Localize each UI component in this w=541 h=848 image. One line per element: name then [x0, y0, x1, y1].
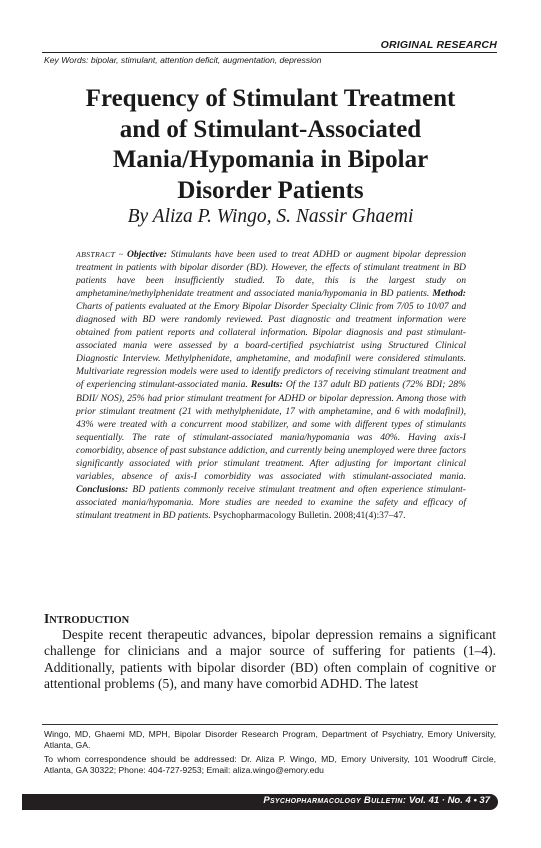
heading-rest: NTRODUCTION — [49, 615, 130, 626]
method-label: Method: — [432, 288, 466, 300]
header-rule — [42, 52, 497, 53]
footnotes — [44, 729, 496, 779]
keywords — [44, 55, 322, 65]
abstract-tag: ABSTRACT ~ — [76, 250, 127, 259]
footer-text — [263, 795, 490, 806]
footer-bullet: • — [470, 795, 480, 806]
introduction-heading — [44, 611, 129, 627]
section-label: ORIGINAL RESEARCH — [380, 39, 497, 51]
abstract — [76, 248, 466, 522]
method-text: Charts of patients evaluated at the Emory Bipolar Disorder Specialty Clinic from 7/05 to 10/07 and diagnosed with BD were randomly reviewed. Past diagnostic and treatment information were obtained from patient reports and collateral information. Bipolar diagnosis and past stimulant-associated mania were assessed by a board-certified psychiatrist using Structured Clinical Diagnostic Interview. Methylphenidate, amphetamine, and modafinil were considered stimulants. Multivariate regression models were used to identify predictors of receiving stimulant treatment and of experiencing stimulant-associated mania. — [76, 301, 466, 391]
conclusions-label: Conclusions: — [76, 483, 129, 495]
keywords-list: bipolar, stimulant, attention deficit, augmentation, depression — [90, 55, 322, 65]
heading-initial: I — [44, 611, 50, 626]
footer-bar — [22, 794, 498, 810]
objective-text: Stimulants have been used to treat ADHD or augment bipolar depression treatment in patients with bipolar disorder (BD). However, the effects of stimulant treatment in BD patients have been insufficiently studied. To date, this is the largest study on amphetamine/methylphenidate treatment and associated mania/hypomania in BD patients. — [76, 249, 466, 300]
keywords-label: Key Words: — [44, 55, 89, 65]
article-authors: By Aliza P. Wingo, S. Nassir Ghaemi — [127, 206, 414, 227]
title-line: Disorder Patients — [177, 176, 364, 204]
results-label: Results: — [250, 379, 283, 391]
title-line: and of Stimulant-Associated — [119, 115, 422, 143]
introduction-paragraph: Despite recent therapeutic advances, bipolar depression remains a significant challenge for clinicians and a major source of suffering for patients (1–4). Additionally, patients with bipolar disorder (BD) often complain of cognitive or attentional problems (5), and many have comorbid ADHD. The latest — [44, 627, 496, 692]
conclusions-text: BD patients commonly receive stimulant treatment and often experience stimulant-associated mania/hypomania. More studies are needed to examine the safety and efficacy of stimulant treatment in BD patients. — [76, 483, 466, 521]
results-text: Of the 137 adult BD patients (72% BDI; 28% BDII/ NOS), 25% had prior stimulant treatment for ADHD or bipolar depression. Among those with prior stimulant treatment (21 with methylphenidate, 17 with amphetamine, and 6 with modafinil), 43% were treated with a concurrent mood stabilizer, and some with different types of stimulants sequentially. The rate of stimulant-associated mania/hypomania was 40%. Having axis-I comorbidity, absence of past substance addiction, and currently being unemployed were three factors significantly associated with prior stimulant treatment. After adjusting for important clinical variables, absence of axis-I comorbidity was associated with stimulant-associated mania. — [76, 379, 466, 482]
affiliation-note: Wingo, MD, Ghaemi MD, MPH, Bipolar Disorder Research Program, Department of Psychiatry, Emory University, Atlanta, GA. — [44, 729, 496, 750]
footnote-rule — [42, 724, 498, 725]
title-line: Frequency of Stimulant Treatment — [85, 85, 456, 112]
citation: Psychopharmacology Bulletin. 2008;41(4):37–47. — [213, 509, 406, 521]
page-number: 37 — [479, 795, 490, 806]
objective-label: Objective: — [126, 249, 167, 260]
correspondence-note: To whom correspondence should be addressed: Dr. Aliza P. Wingo, MD, Emory University, 101 Woodruff Circle, Atlanta, GA 30322; Phone: 404-727-9253; Email: aliza.wingo@emory.edu — [44, 754, 496, 775]
volume-issue: Vol. 41 · No. 4 — [406, 795, 471, 806]
journal-name: Psychopharmacology Bulletin: — [263, 795, 407, 806]
title-line: Mania/Hypomania in Bipolar — [112, 146, 429, 173]
article-title — [40, 84, 501, 206]
